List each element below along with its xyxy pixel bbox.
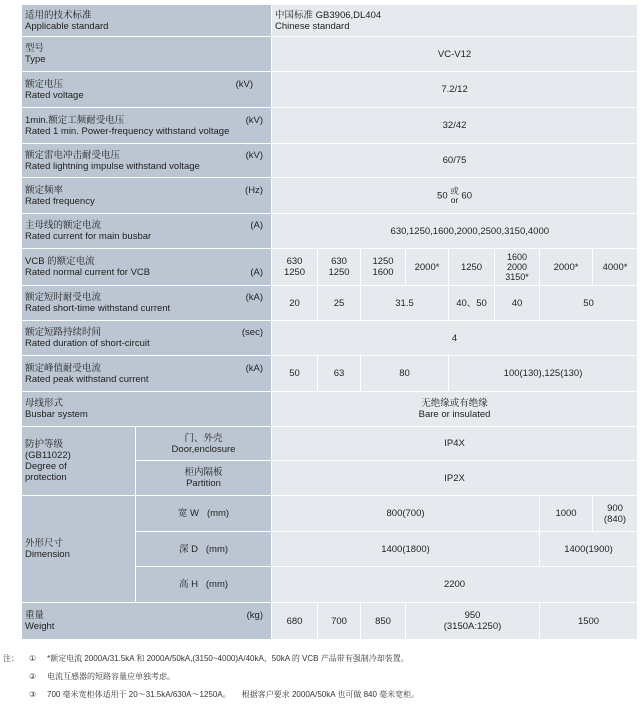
vcb-value: 1600 [507,252,528,262]
label-short-time [22,286,272,321]
row-standard [22,5,638,37]
row-power-frequency [22,108,638,144]
label-zh: 额定雷电冲击耐受电压 [25,149,121,161]
label-duration [22,321,272,356]
dim-label: 宽 W [177,508,200,519]
vcb-cell [272,249,318,286]
notes [3,650,637,704]
label-zh: (GB11022) [25,450,71,461]
short-time-cell: 31.5 [361,286,449,321]
sub-label-depth [136,532,272,567]
label-frequency [22,178,272,214]
label-power-frequency [22,108,272,144]
note-text: 700 毫米宽柜体适用于 20～31.5kA/630A～1250A。 根据客户要求 2000A/50kA 也可做 840 毫米宽柜。 [47,690,420,699]
label-zh: 防护等级 [25,439,64,450]
label-zh: 柜内隔板 [184,467,223,478]
label-weight [22,603,272,640]
label-peak [22,356,272,392]
label-en: Partition [186,478,221,489]
label-en: Rated 1 min. Power-frequency withstand voltage [25,125,230,137]
weight-cell: 1500 [540,603,638,640]
note-3 [3,686,637,704]
label-zh: 额定峰值耐受电流 [25,362,102,374]
value-60: 60 [461,190,472,202]
label-zh: 1min.额定工频耐受电压 [25,114,125,126]
row-duration [22,321,638,356]
dim-label: 高 H [178,579,198,590]
row-weight [22,603,638,640]
vcb-value: 3150* [505,272,529,282]
label-rated-voltage [22,72,272,108]
peak-cell: 63 [318,356,361,392]
value-or-zh: 或 [450,185,459,196]
vcb-cell: 4000* [593,249,638,286]
label-zh: 额定频率 [25,184,64,196]
vcb-cell: 2000* [406,249,449,286]
label-zh: 额定短路持续时间 [25,327,102,338]
unit: (Hz) [245,184,263,196]
row-vcb-current [22,249,638,286]
peak-cell: 50 [272,356,318,392]
peak-cell: 100(130),125(130) [449,356,638,392]
row-type [22,37,638,72]
label-zh: VCB 的额定电流 [25,256,95,267]
row-impulse [22,144,638,178]
label-standard [22,5,272,37]
value-zh: 无绝缘或有绝缘 [421,398,488,409]
weight-cell [406,603,540,640]
short-time-cell: 40、50 [449,286,495,321]
value-50: 50 [437,190,448,202]
dim-cell: 1400(1900) [540,532,638,567]
label-zh: 型号 [25,43,45,54]
note-number: ② [29,672,37,681]
label-en: Rated voltage [25,89,84,101]
weight-cell: 680 [272,603,318,640]
value-busbar-system [272,392,638,427]
label-en: Rated current for main busbar [25,231,152,242]
vcb-cell [361,249,406,286]
vcb-value: 630 [331,256,347,267]
label-zh: 主母线的额定电流 [25,220,102,231]
dim-cell [593,496,638,532]
note-indent [3,668,29,686]
label-zh: 外形尺寸 [25,538,64,549]
dim-cell: 1400(1800) [272,532,540,567]
label-en: Rated peak withstand current [25,373,149,385]
vcb-cell: 2000* [540,249,593,286]
dim-value: (840) [603,513,627,525]
value-power-frequency: 32/42 [272,108,638,144]
weight-cell: 850 [361,603,406,640]
unit: (A) [250,267,263,278]
vcb-value: 1600 [372,267,394,278]
note-number: ③ [29,690,37,699]
label-en: Rated duration of short-circuit [25,338,150,349]
weight-value: (3150A:1250) [443,621,502,632]
row-frequency [22,178,638,214]
value-type: VC-V12 [272,37,638,72]
row-peak [22,356,638,392]
unit: (kA) [245,292,263,303]
value-en: Chinese standard [275,20,350,32]
vcb-value: 2000 [507,262,528,272]
unit: (kA) [245,362,263,374]
weight-value: 950 [464,610,481,621]
row-rated-voltage [22,72,638,108]
label-busbar-system [22,392,272,427]
weight-cell: 700 [318,603,361,640]
label-en: protection [25,472,67,483]
label-en: Busbar system [25,409,88,420]
short-time-cell: 20 [272,286,318,321]
dim-unit: (mm) [206,508,230,519]
value-protection-partition: IP2X [272,461,638,496]
note-2 [3,668,637,686]
value-frequency [272,178,638,214]
note-number: ① [29,654,37,663]
row-dimension-width [22,496,638,532]
row-protection-door [22,427,638,461]
sub-label-door [136,427,272,461]
dim-unit: (mm) [205,543,229,555]
unit: (sec) [241,327,263,338]
value-impulse: 60/75 [272,144,638,178]
note-indent [3,686,29,704]
label-en: Rated normal current for VCB [25,267,151,278]
sub-label-partition [136,461,272,496]
row-busbar-system [22,392,638,427]
value-rated-voltage: 7.2/12 [272,72,638,108]
vcb-value: 630 [286,256,303,267]
row-short-time [22,286,638,321]
label-impulse [22,144,272,178]
spec-table [21,4,638,640]
note-text: 电流互感器的短路容量应单独考虑。 [47,672,175,681]
unit: (kg) [246,610,263,621]
vcb-cell [318,249,361,286]
label-en: Degree of [25,461,67,472]
vcb-cell: 1250 [449,249,495,286]
label-zh: 重量 [25,610,45,621]
short-time-cell: 40 [495,286,540,321]
value-duration: 4 [272,321,638,356]
label-en: Door,enclosure [171,443,236,455]
value-zh: 中国标准 GB3906,DL404 [275,9,382,21]
label-en: Applicable standard [25,20,109,32]
peak-cell: 80 [361,356,449,392]
note-1 [3,650,637,668]
unit: (kV) [245,149,263,161]
label-busbar-current [22,214,272,249]
label-en: Dimension [25,549,70,560]
label-en: Rated frequency [25,195,95,207]
dim-label: 深 D [178,543,198,555]
dim-cell: 2200 [272,567,638,603]
unit: (kV) [235,78,253,90]
value-en: Bare or insulated [418,409,491,420]
label-dimension [22,496,136,603]
sub-label-height [136,567,272,603]
label-en: Rated lightning impulse withstand voltage [25,160,200,172]
vcb-value: 1250 [283,267,306,278]
unit: (kV) [245,114,263,126]
label-zh: 额定电压 [25,78,64,90]
vcb-cell [495,249,540,286]
row-busbar-current [22,214,638,249]
value-busbar-current: 630,1250,1600,2000,2500,3150,4000 [272,214,638,249]
label-en: Weight [25,621,55,632]
label-zh: 额定短时耐受电流 [25,292,102,303]
short-time-cell: 25 [318,286,361,321]
unit: (A) [250,220,263,231]
sub-label-width [136,496,272,532]
dim-unit: (mm) [205,579,229,590]
note-prefix: 注： [3,654,19,663]
label-zh: 门、外壳 [184,432,223,444]
note-text: *额定电流 2000A/31.5kA 和 2000A/50kA,(3150~4000)A/40kA、50kA 的 VCB 产品带有强制冷却装置。 [47,654,409,663]
dim-cell: 1000 [540,496,593,532]
short-time-cell: 50 [540,286,638,321]
vcb-value: 1250 [328,267,350,278]
value-protection-door: IP4X [272,427,638,461]
label-en: Type [25,54,46,65]
label-vcb-current [22,249,272,286]
vcb-value: 1250 [372,256,394,267]
dim-value: 900 [607,502,623,514]
value-standard [272,5,638,37]
dim-cell: 800(700) [272,496,540,532]
label-type [22,37,272,72]
value-or-en: or [450,194,459,205]
label-zh: 适用的技术标准 [25,9,92,21]
label-en: Rated short-time withstand current [25,303,171,314]
label-zh: 母线形式 [25,398,64,409]
label-protection [22,427,136,496]
